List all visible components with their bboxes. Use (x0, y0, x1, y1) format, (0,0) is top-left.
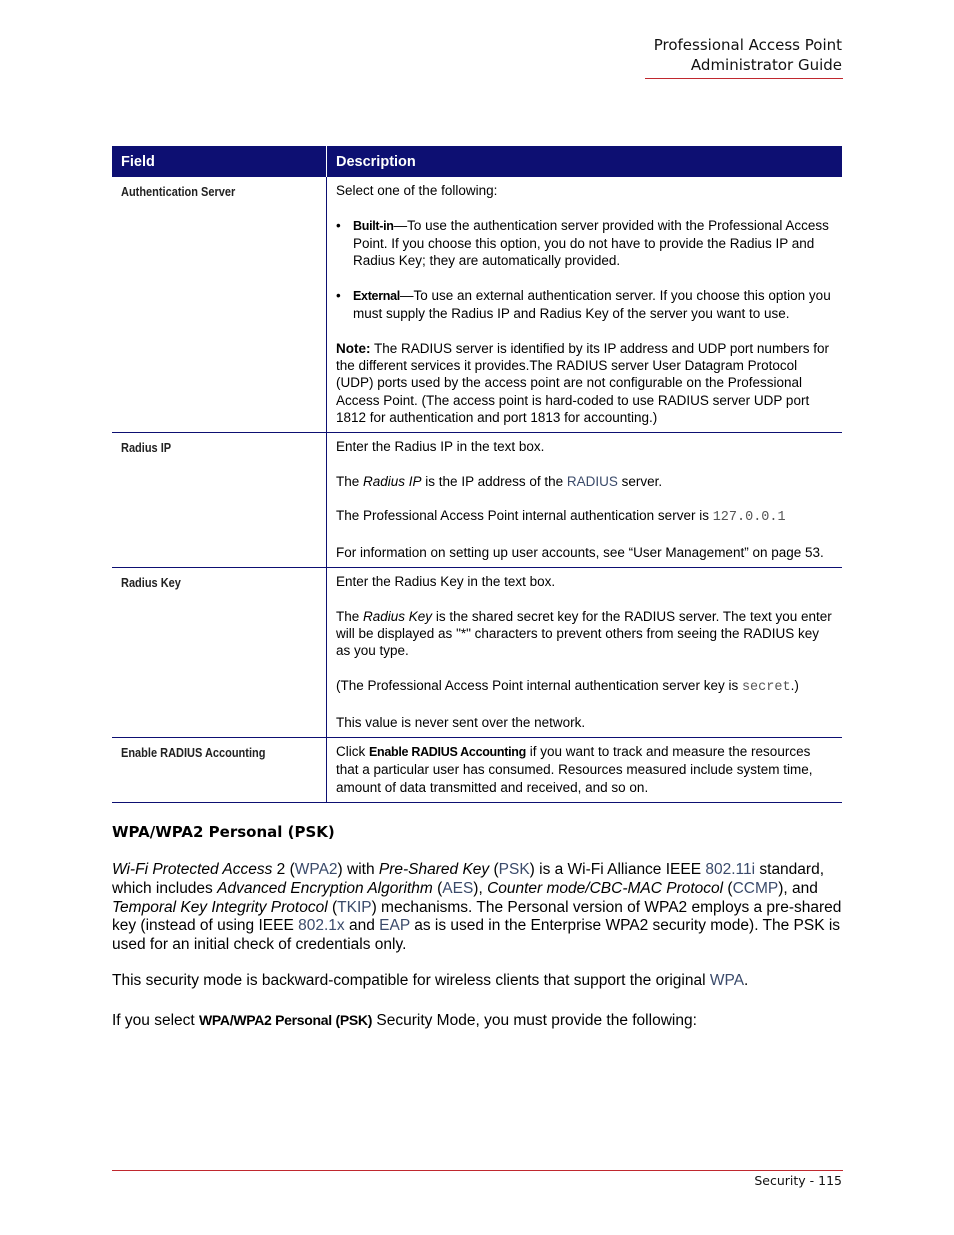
running-header (654, 36, 842, 75)
text-run: Click (336, 743, 369, 759)
body-paragraph-intro (112, 861, 844, 955)
header-rule (645, 78, 843, 79)
description-paragraph: This value is never sent over the network. (336, 714, 586, 730)
emphasis-term: Radius Key (363, 608, 433, 624)
glossary-link-8021x[interactable]: 802.1x (298, 917, 345, 935)
body-paragraph-compat (112, 972, 844, 991)
text-run: The Professional Access Point internal authentication server is (336, 508, 713, 524)
note (336, 340, 833, 426)
page-footer: Security - 115 (754, 1173, 842, 1188)
body-paragraph-select (112, 1011, 844, 1031)
field-description-table (112, 146, 842, 803)
text-run: 2 ( (272, 861, 295, 878)
text-run: ) mechanisms. The Personal version of WPA2 employs a pre-shared key (instead of using IEEE (112, 898, 842, 935)
glossary-link-psk[interactable]: PSK (498, 861, 530, 878)
description-cell (327, 177, 843, 433)
field-name-cell (112, 433, 327, 568)
field-name-cell (112, 177, 327, 433)
field-name-cell (112, 568, 327, 738)
text-run: ( (723, 879, 733, 897)
glossary-link-radius[interactable]: RADIUS (566, 473, 618, 489)
code-value: 127.0.0.1 (712, 510, 786, 526)
description-cell (327, 737, 843, 802)
text-run: Security Mode, you must provide the following: (372, 1012, 697, 1029)
code-value: secret (741, 680, 791, 696)
text-run: ), (473, 879, 488, 897)
glossary-link-wpa2[interactable]: WPA2 (294, 861, 338, 878)
section-heading: WPA/WPA2 Personal (PSK) (112, 823, 335, 841)
bullet-text: —To use an external authentication server. If you choose this option you must supply the Radius IP and Radius Key of the server you want to use. (353, 287, 831, 322)
text-run: ( (327, 898, 338, 916)
header-subtitle: Administrator Guide (690, 55, 842, 74)
glossary-link-aes[interactable]: AES (442, 879, 474, 897)
glossary-link-80211i[interactable]: 802.11i (705, 861, 756, 878)
description-paragraph (336, 473, 833, 490)
text-run: and (344, 917, 380, 935)
field-name: Authentication Server (121, 185, 236, 199)
text-run: If you select (112, 1012, 200, 1029)
table-header-row (112, 146, 842, 177)
text-run: as is used in the Enterprise WPA2 security mode). The PSK is used for an initial check of credentials only. (112, 917, 841, 954)
header-title: Professional Access Point (653, 36, 842, 54)
text-run: . (744, 972, 749, 989)
description-intro: Select one of the following: (336, 183, 498, 198)
note-label: Note: (336, 340, 371, 356)
description-paragraph (336, 608, 833, 660)
text-run: standard, which includes (112, 861, 825, 897)
description-paragraph: Enter the Radius Key in the text box. (336, 574, 556, 590)
bullet-external (336, 287, 833, 323)
text-run: if you want to track and measure the resources that a particular user has consumed. Resources measured include system time, amount of data transmitted and received, and so on. (336, 743, 813, 795)
emphasis-term: Wi-Fi Protected Access (112, 861, 273, 878)
field-name-cell (112, 737, 327, 802)
description-cell (327, 568, 843, 738)
description-paragraph (336, 507, 833, 526)
text-run: This security mode is backward-compatible for wireless clients that support the original (112, 972, 710, 989)
text-run: ), and (778, 879, 818, 897)
description-paragraph: Enter the Radius IP in the text box. (336, 439, 545, 455)
field-name: Radius IP (121, 441, 172, 456)
text-run: The (336, 473, 364, 489)
text-run: ( (432, 879, 443, 897)
field-name: Enable RADIUS Accounting (121, 745, 266, 760)
glossary-link-ccmp[interactable]: CCMP (732, 879, 779, 897)
description-paragraph (336, 677, 833, 696)
note-text: The RADIUS server is identified by its IP address and UDP port numbers for the different services it provides.The RADIUS server User Datagram Protocol (UDP) ports used by the access point are not configurable on the Professional Access Point. (The access point is hard-coded to use RADIUS server UDP port 1812 for authentication and port 1813 for accounting.) (336, 340, 829, 425)
bullet-text: —To use the authentication server provided with the Professional Access Point. If you choose this option, you do not have to provide the Radius IP and Radius Key; they are automatically provided. (353, 217, 829, 269)
table-row-enable-radius-accounting (112, 737, 842, 802)
text-run: server. (617, 473, 663, 489)
ui-term: WPA/WPA2 Personal (PSK) (199, 1012, 373, 1028)
text-run: ( (489, 861, 499, 878)
emphasis-term: Advanced Encryption Algorithm (217, 879, 433, 897)
glossary-link-wpa[interactable]: WPA (709, 972, 745, 989)
description-paragraph (336, 743, 833, 796)
text-run: is the shared secret key for the RADIUS server. The text you enter will be displayed as "*" characters to prevent others from seeing the RADIUS key as you type. (336, 608, 832, 659)
table-row-radius-ip (112, 433, 842, 568)
text-run: ) is a Wi-Fi Alliance IEEE (529, 861, 706, 878)
column-header-field: Field (112, 146, 327, 177)
emphasis-term: Counter mode/CBC-MAC Protocol (487, 879, 724, 897)
text-run: is the IP address of the (421, 473, 567, 489)
term-built-in: Built-in (353, 218, 394, 233)
cross-reference[interactable]: For information on setting up user accounts, see “User Management” on page 53. (336, 544, 824, 560)
emphasis-term: Pre-Shared Key (378, 861, 490, 878)
text-run: (The Professional Access Point internal authentication server key is (336, 678, 742, 694)
text-run: The (336, 608, 364, 624)
glossary-link-tkip[interactable]: TKIP (337, 898, 372, 916)
ui-term: Enable RADIUS Accounting (369, 744, 526, 759)
table-row-authentication-server (112, 177, 842, 433)
description-cell (327, 433, 843, 568)
emphasis-term: Radius IP (363, 473, 422, 489)
field-name: Radius Key (121, 576, 181, 591)
bullet-built-in (336, 217, 833, 270)
glossary-link-eap[interactable]: EAP (379, 917, 410, 935)
emphasis-term: Temporal Key Integrity Protocol (112, 898, 328, 916)
column-header-description: Description (327, 146, 843, 177)
text-run: ) with (337, 861, 379, 878)
text-run: .) (790, 678, 799, 694)
term-external: External (353, 288, 400, 303)
table-row-radius-key (112, 568, 842, 738)
footer-rule (112, 1170, 843, 1171)
